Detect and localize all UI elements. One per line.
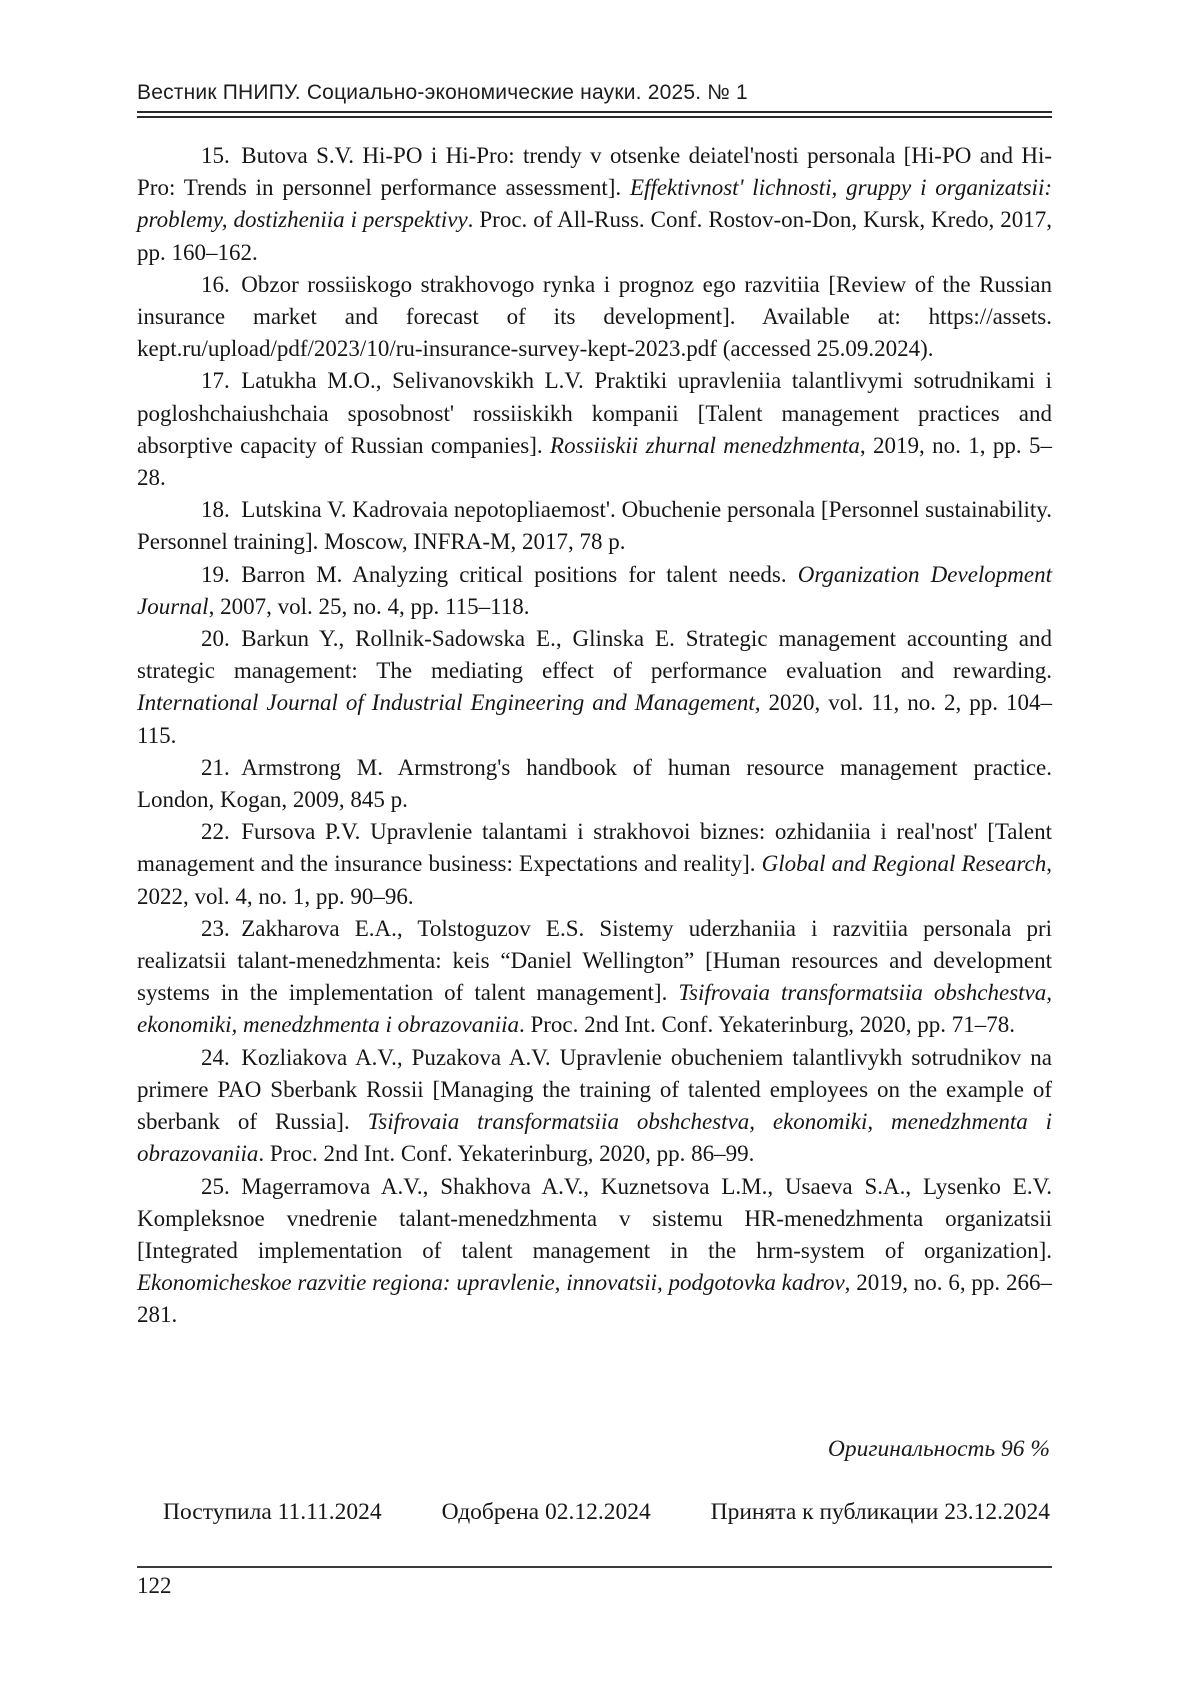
reference-text: . Proc. of All-Russ. Conf. Rostov-on-Don, Kursk, Kredo, 2017, pp. 160–162.	[137, 207, 1053, 265]
references-list	[137, 140, 1052, 1332]
reference-text: 21. Armstrong M. Armstrong's handbook of human resource management practice. London, Kogan, 2009, 845 p.	[137, 754, 1052, 813]
reference-text: 16. Obzor rossiiskogo strakhovogo rynka i prognoz ego razvitiia [Review of the Russian insurance market and forecast of its development]. Available at: https://assets. kept.ru/upload/pdf/2023/10/ru-insurance-survey-kept-2023.pdf (accessed 25.09.2024).	[137, 271, 1052, 362]
reference-text: 23. Zakharova E.A., Tolstoguzov E.S. Sistemy uderzhaniia i razvitiia personala pri realizatsii talant-menedzhmenta: keis “Daniel Wellington” [Human resources and development systems in the implementation of talent management].	[137, 915, 1052, 1006]
reference-text: , 2019, no. 1, pp. 5–28.	[137, 432, 1053, 491]
reference-text: 22. Fursova P.V. Upravlenie talantami i strakhovoi biznes: ozhidaniia i real'nost' [Talent management and the insurance business: Expectations and reality].	[137, 819, 1052, 877]
page-number: 122	[137, 1573, 172, 1598]
reference-item	[137, 140, 1052, 269]
reference-text: 25. Magerramova A.V., Shakhova A.V., Kuznetsova L.M., Usaeva S.A., Lysenko E.V. Kompleksnoe vnedrenie talant-menedzhmenta v sistemu HR-menedzhmenta organizatsii [Integrated implementation of talent management in the hrm-system of organization].	[137, 1173, 1052, 1263]
reference-source-title: Rossiiskii zhurnal menedzhmenta	[550, 432, 860, 458]
reference-text: 18. Lutskina V. Kadrovaia nepotopliaemost'. Obuchenie personala [Personnel sustainability. Personnel training]. Moscow, INFRA-M, 2017, 78 p.	[137, 497, 1052, 555]
reference-text: . Proc. 2nd Int. Conf. Yekaterinburg, 2020, pp. 86–99.	[258, 1141, 755, 1167]
reference-source-title: Organization Development Journal	[137, 561, 1052, 619]
reference-item	[137, 559, 1052, 623]
reference-text: 24. Kozliakova A.V., Puzakova A.V. Upravlenie obucheniem talantlivykh sotrudnikov na primere PAO Sberbank Rossii [Managing the training of talented employees on the example of sberbank of Russia].	[137, 1044, 1052, 1135]
reference-text: , 2019, no. 6, pp. 266–281.	[137, 1270, 1052, 1328]
reference-item	[137, 269, 1052, 366]
reference-text: 17. Latukha M.O., Selivanovskikh L.V. Praktiki upravleniia talantlivymi sotrudnikami i pogloshchaiushchaia sposobnost' rossiiskikh kompanii [Talent management practices and absorptive capacity of Russian companies].	[137, 368, 1052, 458]
reference-source-title: Tsifrovaia transformatsiia obshchestva, ekonomiki, menedzhmenta i obrazovaniia	[137, 980, 1052, 1038]
reference-source-title: Tsifrovaia transformatsiia obshchestva, ekonomiki, menedzhmenta i obrazovaniia	[137, 1109, 1052, 1167]
reference-item	[137, 1171, 1052, 1332]
date-received: Поступила 11.11.2024	[163, 1499, 382, 1525]
reference-item	[137, 494, 1052, 558]
header-double-rule	[137, 111, 1052, 118]
reference-item	[137, 816, 1052, 913]
reference-item	[137, 365, 1052, 494]
reference-text: 20. Barkun Y., Rollnik-Sadowska E., Glinska E. Strategic management accounting and strategic management: The mediating effect of performance evaluation and rewarding.	[137, 626, 1052, 684]
reference-text: 19. Barron M. Analyzing critical positions for talent needs.	[201, 561, 798, 587]
reference-item	[137, 623, 1052, 752]
reference-source-title: Global and Regional Research	[761, 851, 1047, 877]
reference-text: , 2020, vol. 11, no. 2, pp. 104–115.	[137, 690, 1052, 748]
reference-item	[137, 752, 1052, 816]
reference-item	[137, 913, 1052, 1042]
reference-text: 15. Butova S.V. Hi-PO i Hi-Pro: trendy v otsenke deiatel'nosti personala [Hi-PO and Hi-Pro: Trends in personnel performance assessment].	[137, 143, 1052, 201]
running-header: Вестник ПНИПУ. Социально-экономические науки. 2025. № 1	[137, 81, 748, 104]
reference-item	[137, 1042, 1052, 1171]
article-dates-row	[163, 1499, 1050, 1526]
date-accepted: Принята к публикации 23.12.2024	[710, 1499, 1050, 1525]
reference-text: , 2007, vol. 25, no. 4, pp. 115–118.	[208, 593, 530, 619]
date-approved: Одобрена 02.12.2024	[441, 1499, 651, 1525]
footer-rule	[137, 1566, 1052, 1568]
reference-text: , 2022, vol. 4, no. 1, pp. 90–96.	[137, 851, 1052, 909]
reference-text: . Proc. 2nd Int. Conf. Yekaterinburg, 2020, pp. 71–78.	[518, 1012, 1015, 1038]
reference-source-title: Ekonomicheskoe razvitie regiona: upravlenie, innovatsii, podgotovka kadrov	[137, 1270, 845, 1296]
reference-source-title: Effektivnost' lichnosti, gruppy i organizatsii: problemy, dostizheniia i perspektivy	[137, 175, 1052, 233]
originality-note: Оригинальность 96 %	[827, 1436, 1050, 1462]
reference-source-title: International Journal of Industrial Engineering and Management	[137, 690, 755, 716]
